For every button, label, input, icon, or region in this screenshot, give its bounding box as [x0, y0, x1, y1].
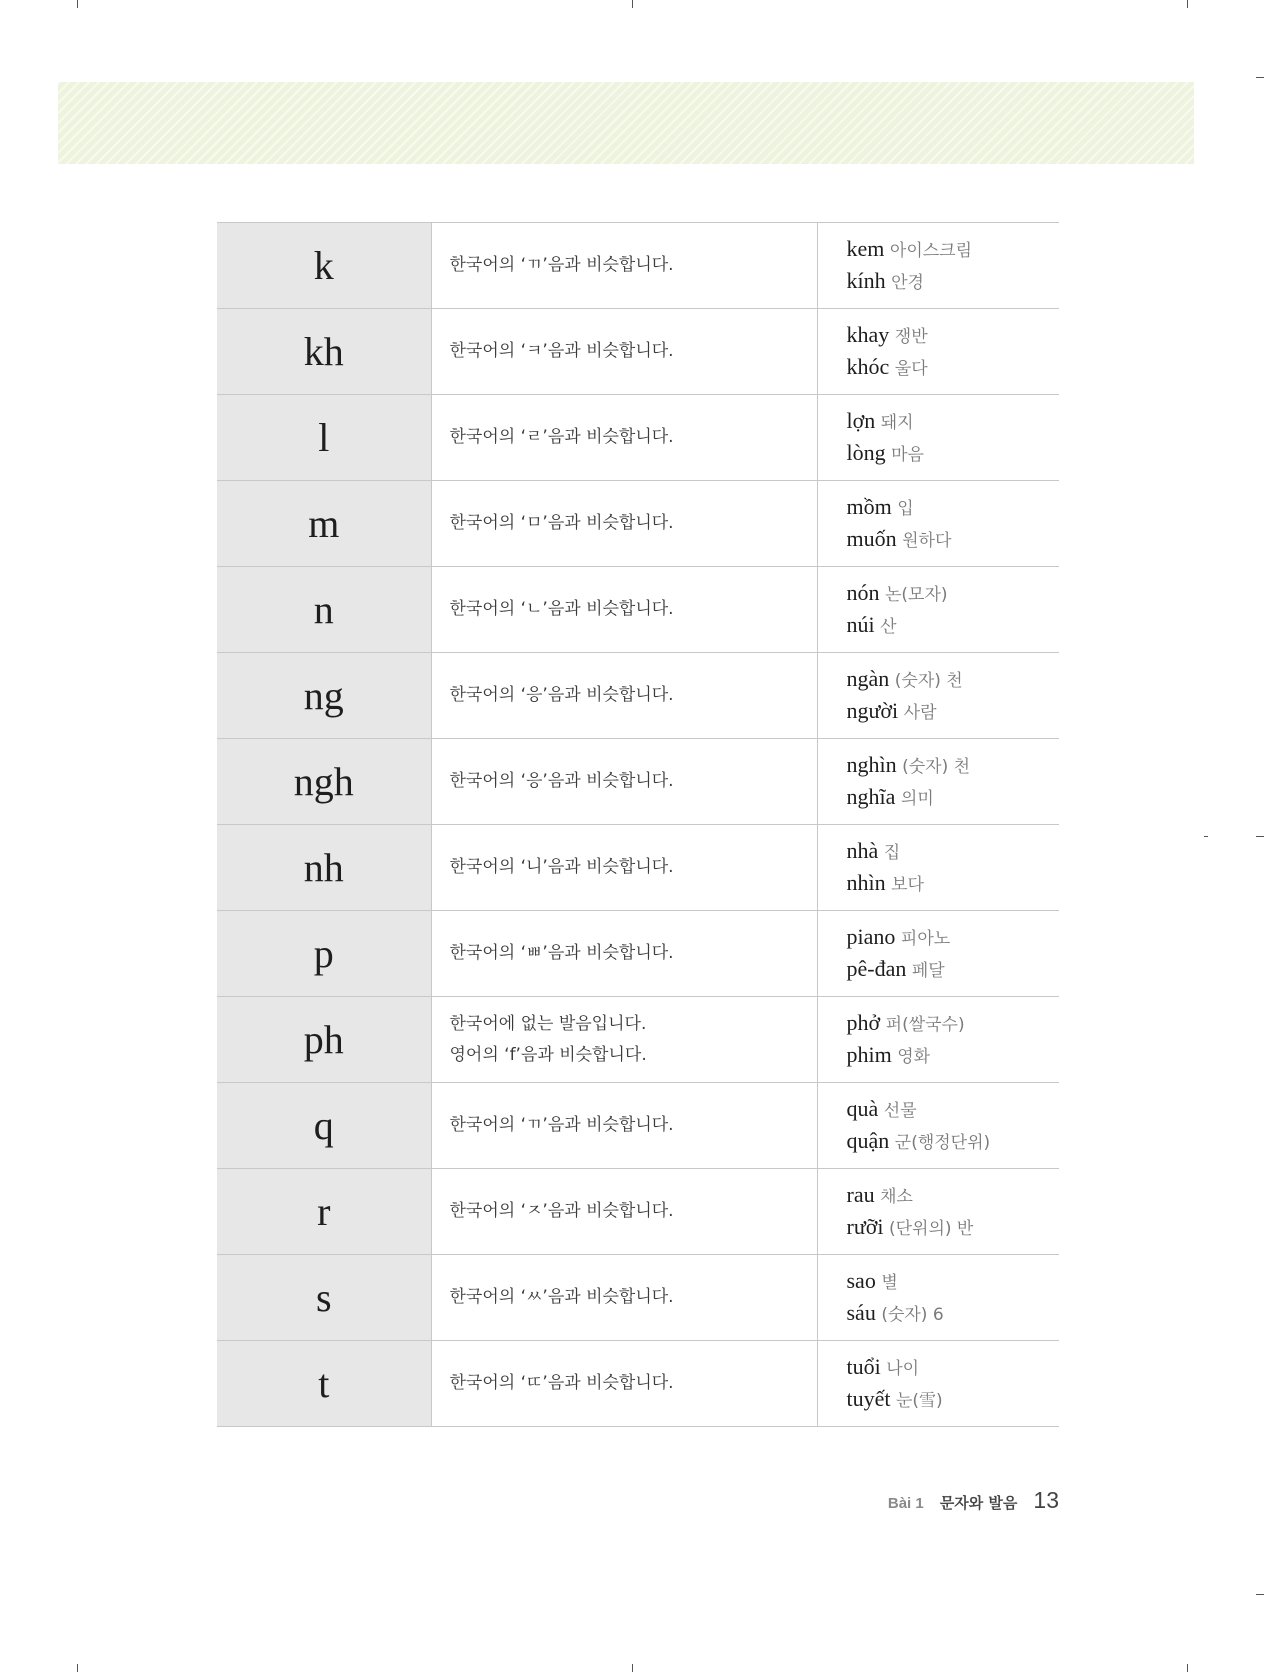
- example-item: [847, 234, 1060, 266]
- consonant-letter: k: [217, 223, 431, 309]
- example-item: [847, 492, 1060, 524]
- pronunciation-description: [431, 739, 817, 825]
- page-footer: [888, 1487, 1059, 1514]
- table-row: [217, 481, 1059, 567]
- example-item: [847, 406, 1060, 438]
- example-item: [847, 438, 1060, 470]
- crop-mark: [1256, 1594, 1264, 1595]
- example-item: [847, 664, 1060, 696]
- vietnamese-word: nón: [846, 579, 880, 605]
- example-words: [817, 481, 1059, 567]
- korean-meaning: (단위의) 반: [889, 1218, 974, 1239]
- pronunciation-description: [431, 223, 817, 309]
- vietnamese-word: khay: [846, 321, 890, 347]
- korean-meaning: 입: [897, 498, 914, 519]
- vietnamese-word: quà: [846, 1095, 879, 1121]
- vietnamese-word: nhà: [846, 837, 879, 863]
- consonant-table-body: [217, 223, 1059, 1427]
- crop-mark: [1256, 77, 1264, 78]
- description-line: 영어의 ‘f’음과 비슷합니다.: [449, 1044, 647, 1065]
- consonant-letter: n: [217, 567, 431, 653]
- vietnamese-word: rưỡi: [846, 1213, 884, 1239]
- example-item: [847, 1126, 1060, 1158]
- korean-meaning: 군(행정단위): [894, 1132, 991, 1153]
- example-words: [817, 223, 1059, 309]
- example-item: [847, 266, 1060, 298]
- vietnamese-word: tuyết: [846, 1385, 891, 1411]
- korean-meaning: 아이스크림: [889, 240, 973, 261]
- crop-mark: [1187, 0, 1188, 8]
- korean-meaning: 사람: [903, 702, 937, 723]
- crop-mark: [632, 0, 633, 8]
- description-line: 한국어에 없는 발음입니다.: [449, 1013, 647, 1034]
- consonant-table: [217, 222, 1059, 1427]
- example-item: [847, 1094, 1060, 1126]
- vietnamese-word: pê-đan: [846, 955, 907, 981]
- korean-meaning: 돼지: [880, 412, 914, 433]
- description-line: 한국어의 ‘응’음과 비슷합니다.: [449, 771, 674, 791]
- example-item: [847, 868, 1060, 900]
- vietnamese-word: kính: [846, 267, 886, 293]
- korean-meaning: 채소: [880, 1186, 913, 1207]
- crop-mark: [1204, 836, 1208, 837]
- table-row: [217, 825, 1059, 911]
- pronunciation-description: [431, 1341, 817, 1427]
- example-item: [847, 1008, 1060, 1040]
- vietnamese-word: piano: [846, 923, 896, 949]
- table-row: [217, 1083, 1059, 1169]
- vietnamese-word: sao: [846, 1267, 876, 1293]
- korean-meaning: 산: [880, 616, 897, 637]
- consonant-letter: r: [217, 1169, 431, 1255]
- example-item: [847, 524, 1060, 556]
- example-item: [847, 1212, 1060, 1244]
- korean-meaning: (숫자) 6: [881, 1304, 944, 1325]
- vietnamese-word: khóc: [846, 353, 890, 379]
- vietnamese-word: quận: [846, 1127, 890, 1153]
- korean-meaning: 눈(雪): [896, 1390, 943, 1411]
- crop-mark: [77, 1664, 78, 1672]
- chapter-title: 문자와 발음: [939, 1494, 1018, 1512]
- example-words: [817, 1083, 1059, 1169]
- table-row: [217, 567, 1059, 653]
- crop-mark: [1187, 1664, 1188, 1672]
- example-words: [817, 739, 1059, 825]
- description-line: 한국어의 ‘응’음과 비슷합니다.: [449, 685, 674, 705]
- korean-meaning: 쟁반: [894, 326, 928, 347]
- korean-meaning: 나이: [886, 1358, 920, 1379]
- example-item: [847, 1266, 1060, 1298]
- description-line: 한국어의 ‘ㄴ’음과 비슷합니다.: [449, 599, 674, 619]
- description-line: 한국어의 ‘ㄹ’음과 비슷합니다.: [449, 427, 674, 447]
- consonant-letter: l: [217, 395, 431, 481]
- korean-meaning: 의미: [900, 788, 934, 809]
- header-band: [58, 82, 1194, 164]
- pronunciation-description: [431, 825, 817, 911]
- table-row: [217, 395, 1059, 481]
- example-item: [847, 578, 1060, 610]
- table-row: [217, 739, 1059, 825]
- vietnamese-word: lợn: [846, 407, 876, 433]
- table-row: [217, 653, 1059, 739]
- vietnamese-word: ngàn: [846, 665, 890, 691]
- description-line: 한국어의 ‘ㄲ’음과 비슷합니다.: [449, 255, 674, 275]
- pronunciation-description: [431, 1169, 817, 1255]
- description-line: 한국어의 ‘니’음과 비슷합니다.: [449, 857, 674, 877]
- korean-meaning: (숫자) 천: [902, 756, 971, 777]
- example-words: [817, 997, 1059, 1083]
- korean-meaning: 페달: [911, 960, 945, 981]
- consonant-letter: t: [217, 1341, 431, 1427]
- example-item: [847, 696, 1060, 728]
- korean-meaning: 마음: [891, 444, 924, 465]
- korean-meaning: (숫자) 천: [894, 670, 963, 691]
- example-words: [817, 567, 1059, 653]
- example-item: [847, 1180, 1060, 1212]
- korean-meaning: 보다: [891, 874, 924, 895]
- vietnamese-word: phim: [846, 1041, 892, 1067]
- example-item: [847, 750, 1060, 782]
- description-line: 한국어의 ‘ㅋ’음과 비슷합니다.: [449, 341, 674, 361]
- vietnamese-word: phở: [846, 1009, 881, 1035]
- lesson-label: Bài 1: [887, 1495, 924, 1512]
- example-item: [847, 782, 1060, 814]
- example-words: [817, 1341, 1059, 1427]
- pronunciation-description: [431, 653, 817, 739]
- consonant-letter: q: [217, 1083, 431, 1169]
- vietnamese-word: mồm: [846, 493, 892, 519]
- page-number: 13: [1033, 1487, 1059, 1513]
- pronunciation-description: [431, 997, 817, 1083]
- description-line: 한국어의 ‘ㅁ’음과 비슷합니다.: [449, 513, 674, 533]
- vietnamese-word: nghĩa: [846, 783, 896, 809]
- korean-meaning: 선물: [883, 1100, 917, 1121]
- description-line: 한국어의 ‘ㅆ’음과 비슷합니다.: [449, 1287, 674, 1307]
- example-words: [817, 825, 1059, 911]
- description-line: 한국어의 ‘ㄸ’음과 비슷합니다.: [449, 1373, 674, 1393]
- korean-meaning: 논(모자): [885, 584, 948, 605]
- pronunciation-description: [431, 481, 817, 567]
- crop-mark: [77, 0, 78, 8]
- example-words: [817, 911, 1059, 997]
- consonant-letter: kh: [217, 309, 431, 395]
- example-words: [817, 309, 1059, 395]
- vietnamese-word: muốn: [846, 525, 897, 551]
- vietnamese-word: rau: [846, 1181, 875, 1207]
- description-line: 한국어의 ‘ㄲ’음과 비슷합니다.: [449, 1115, 674, 1135]
- korean-meaning: 안경: [891, 272, 924, 293]
- korean-meaning: 울다: [894, 358, 928, 379]
- vietnamese-word: tuổi: [846, 1353, 881, 1379]
- vietnamese-word: nhìn: [846, 869, 886, 895]
- korean-meaning: 원하다: [902, 530, 952, 551]
- vietnamese-word: sáu: [846, 1299, 876, 1325]
- vietnamese-word: lòng: [846, 439, 886, 465]
- table-row: [217, 309, 1059, 395]
- crop-mark: [1256, 836, 1264, 837]
- consonant-letter: s: [217, 1255, 431, 1341]
- consonant-letter: nh: [217, 825, 431, 911]
- korean-meaning: 피아노: [900, 928, 951, 949]
- consonant-letter: m: [217, 481, 431, 567]
- description-line: 한국어의 ‘ㅃ’음과 비슷합니다.: [449, 943, 674, 963]
- example-item: [847, 954, 1060, 986]
- example-item: [847, 320, 1060, 352]
- example-item: [847, 610, 1060, 642]
- consonant-letter: ngh: [217, 739, 431, 825]
- example-item: [847, 836, 1060, 868]
- example-item: [847, 1298, 1060, 1330]
- vietnamese-word: người: [846, 697, 899, 723]
- pronunciation-description: [431, 911, 817, 997]
- consonant-letter: p: [217, 911, 431, 997]
- consonant-letter: ph: [217, 997, 431, 1083]
- table-row: [217, 1169, 1059, 1255]
- example-words: [817, 1169, 1059, 1255]
- table-row: [217, 911, 1059, 997]
- example-words: [817, 1255, 1059, 1341]
- pronunciation-description: [431, 1083, 817, 1169]
- pronunciation-description: [431, 1255, 817, 1341]
- table-row: [217, 1341, 1059, 1427]
- example-item: [847, 922, 1060, 954]
- example-item: [847, 1352, 1060, 1384]
- korean-meaning: 집: [883, 842, 901, 863]
- vietnamese-word: kem: [846, 235, 885, 261]
- vietnamese-word: núi: [846, 611, 875, 637]
- table-row: [217, 1255, 1059, 1341]
- example-item: [847, 1040, 1060, 1072]
- table-row: [217, 223, 1059, 309]
- example-words: [817, 395, 1059, 481]
- table-row: [217, 997, 1059, 1083]
- pronunciation-description: [431, 567, 817, 653]
- example-words: [817, 653, 1059, 739]
- description-line: 한국어의 ‘ㅈ’음과 비슷합니다.: [449, 1201, 674, 1221]
- example-item: [847, 352, 1060, 384]
- pronunciation-description: [431, 395, 817, 481]
- crop-mark: [632, 1664, 633, 1672]
- pronunciation-description: [431, 309, 817, 395]
- korean-meaning: 영화: [897, 1046, 931, 1067]
- korean-meaning: 별: [881, 1272, 898, 1293]
- vietnamese-word: nghìn: [846, 751, 897, 777]
- korean-meaning: 퍼(쌀국수): [885, 1014, 965, 1035]
- consonant-letter: ng: [217, 653, 431, 739]
- example-item: [847, 1384, 1060, 1416]
